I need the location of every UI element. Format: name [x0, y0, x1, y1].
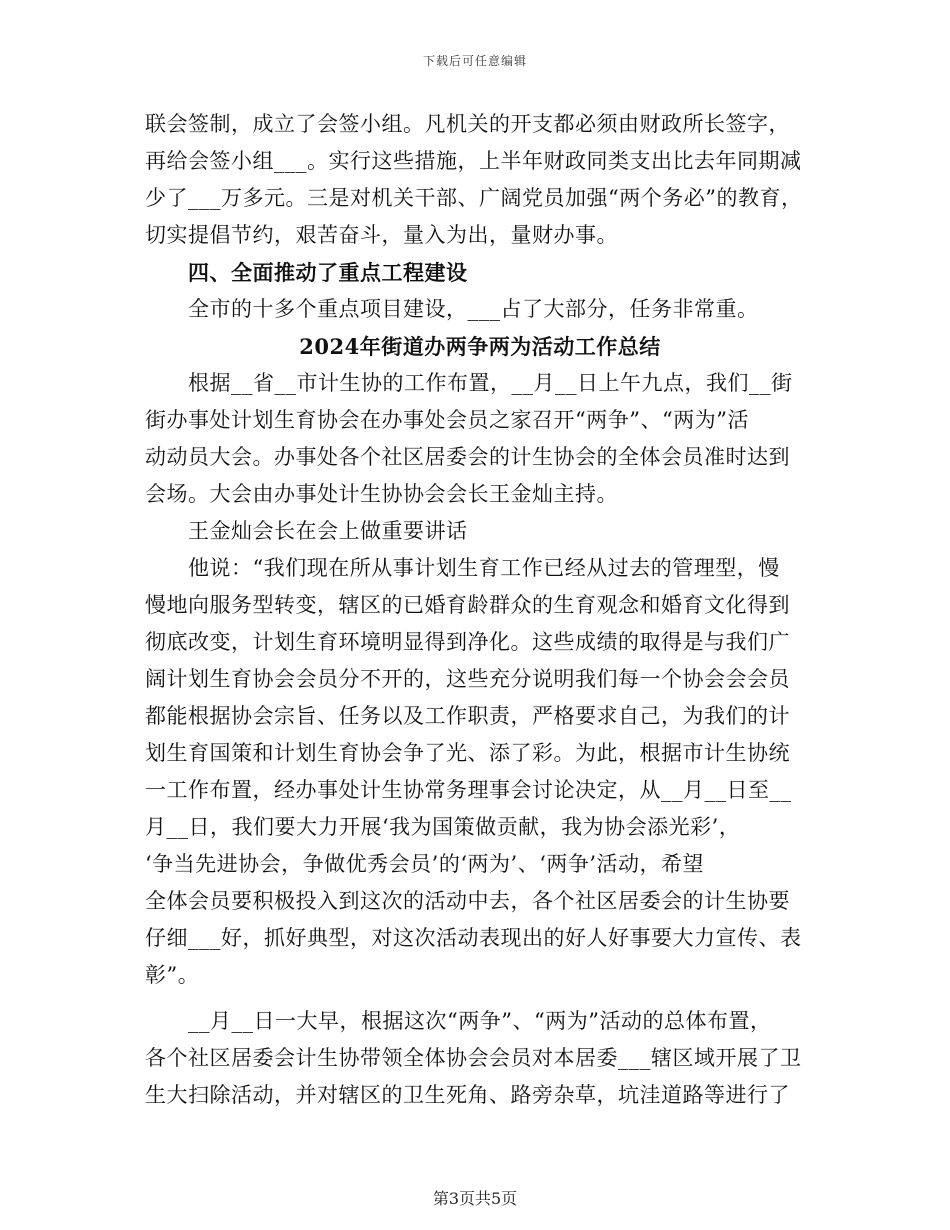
body-line: 生大扫除活动，并对辖区的卫生死角、路旁杂草，坑洼道路等进行了: [145, 1083, 790, 1107]
document-body: [145, 106, 815, 1114]
body-line: 各个社区居委会计生协带领全体协会会员对本居委___辖区域开展了卫: [145, 1046, 802, 1070]
body-line: 慢地向服务型转变，辖区的已婚育龄群众的生育观念和婚育文化得到: [145, 593, 790, 617]
paragraph-gap: [145, 994, 815, 1003]
body-line: 彻底改变，计划生育环境明显得到净化。这些成绩的取得是与我们广: [145, 630, 790, 654]
page-header: 下载后可任意编辑: [422, 54, 527, 68]
paragraph-first-line: 全市的十多个重点项目建设，___占了大部分，任务非常重。: [188, 297, 759, 321]
body-line: 切实提倡节约，艰苦奋斗，量入为出，量财办事。: [145, 223, 618, 247]
document-title: 2024年街道办两争两为活动工作总结: [299, 334, 661, 359]
body-line: 一工作布置，经办事处计生协常务理事会讨论决定，从__月__日至__: [145, 778, 792, 802]
body-line: 会场。大会由办事处计生协协会会长王金灿主持。: [145, 482, 618, 506]
body-line: 动动员大会。办事处各个社区居委会的计生协会的全体会员准时达到: [145, 445, 790, 469]
body-line: 全体会员要积极投入到这次的活动中去，各个社区居委会的计生协要: [145, 889, 790, 913]
body-line: 街办事处计划生育协会在办事处会员之家召开“两争”、“两为”活: [145, 408, 749, 432]
body-line: 月__日，我们要大力开展‘我为国策做贡献，我为协会添光彩’，: [145, 815, 741, 839]
body-line: 划生育国策和计划生育协会争了光、添了彩。为此，根据市计生协统: [145, 741, 790, 765]
body-line: 再给会签小组___。实行这些措施，上半年财政同类支出比去年同期减: [145, 149, 802, 173]
page-number-footer: 第3页共5页: [432, 1189, 518, 1208]
body-line: 少了___万多元。三是对机关干部、广阔党员加强“两个务必”的教育，: [145, 186, 803, 210]
paragraph-first-line: __月__日一大早，根据这次“两争”、“两为”活动的总体布置，: [188, 1009, 772, 1033]
paragraph-first-line: 根据__省__市计生协的工作布置，__月__日上午九点，我们__街: [188, 371, 793, 395]
body-line: 联会签制，成立了会签小组。凡机关的开支都必须由财政所长签字，: [145, 112, 790, 136]
paragraph-first-line: 王金灿会长在会上做重要讲话: [188, 519, 468, 543]
body-line: 都能根据协会宗旨、任务以及工作职责，严格要求自己，为我们的计: [145, 704, 790, 728]
paragraph-first-line: 他说：“我们现在所从事计划生育工作已经从过去的管理型，慢: [188, 556, 780, 580]
section-heading: 四、全面推动了重点工程建设: [188, 260, 468, 285]
body-line: ‘争当先进协会，争做优秀会员’的‘两为’、‘两争’活动，希望: [145, 852, 705, 876]
body-line: 仔细___好，抓好典型，对这次活动表现出的好人好事要大力宣传、表: [145, 926, 802, 950]
body-line: 彰”。: [145, 963, 200, 987]
body-line: 阔计划生育协会会员分不开的，这些充分说明我们每一个协会会会员: [145, 667, 790, 691]
